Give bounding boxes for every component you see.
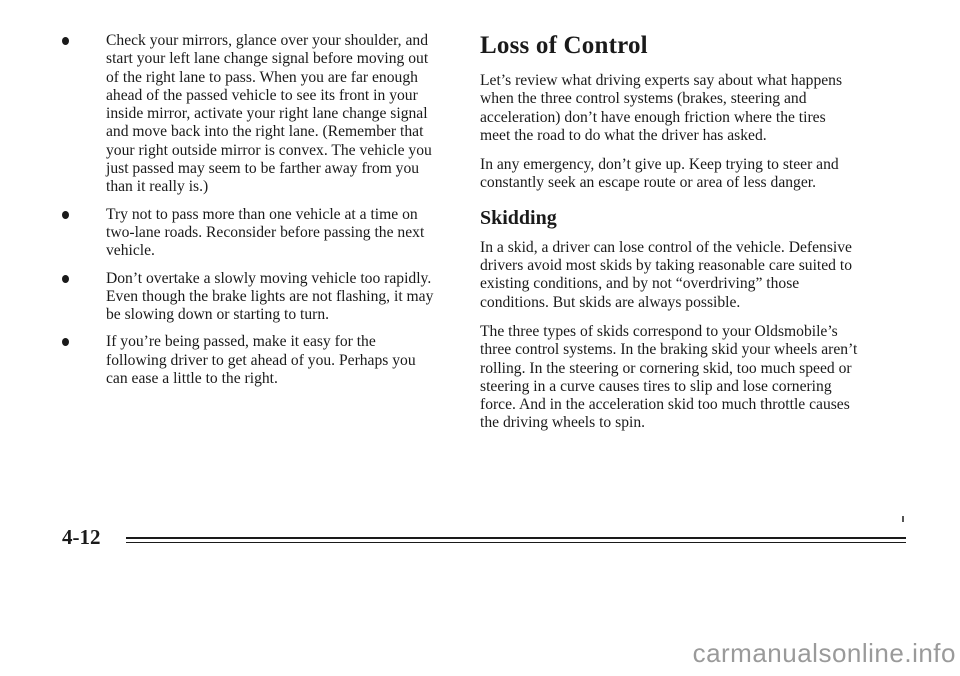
watermark-text: carmanualsonline.info [692, 638, 956, 668]
list-item-text: Don’t overtake a slowly moving vehicle too rapidly. Even though the brake lights are not flashing, it may be slowing down or starting to turn. [106, 269, 434, 324]
list-item [62, 206, 434, 261]
skidding-paragraph: The three types of skids correspond to your Oldsmobile’s three control systems. In the braking skid your wheels aren’t rolling. In the steering or cornering skid, too much speed or steering in a curve causes tires to slip and lose cornering force. And in the acceleration skid too much throttle causes the driving wheels to spin. [480, 322, 858, 432]
bullet-icon [62, 275, 69, 283]
skidding-paragraph: In a skid, a driver can lose control of the vehicle. Defensive drivers avoid most skids by taking reasonable care suited to existing conditions, and by not “overdriving” those conditions. But skids are always possible. [480, 238, 852, 311]
bullet-icon [62, 37, 69, 45]
list-item-text: Try not to pass more than one vehicle at a time on two-lane roads. Reconsider before passing the next vehicle. [106, 205, 425, 260]
intro-paragraph: In any emergency, don’t give up. Keep trying to steer and constantly seek an escape route or area of less danger. [480, 156, 839, 192]
list-item-text: Check your mirrors, glance over your shoulder, and start your left lane change signal before moving out of the right lane to pass. When you are far enough ahead of the passed vehicle to see its front in your inside mirror, activate your right lane change signal and move back into the right lane. (Remember that your right outside mirror is convex. The vehicle you just passed may seem to be farther away from you than it really is.) [106, 32, 432, 196]
page-number: 4-12 [62, 525, 101, 549]
list-item-text: If you’re being passed, make it easy for the following driver to get ahead of you. Perhaps you can ease a little to the right. [106, 333, 416, 388]
passing-tips-list [62, 32, 434, 388]
footer-rule [126, 537, 906, 539]
subsection-title: Skidding [480, 206, 557, 229]
footer-rule-thin [126, 542, 906, 543]
page-footer [62, 525, 848, 551]
list-item [62, 270, 434, 325]
intro-paragraph: Let’s review what driving experts say about what happens when the three control systems (brakes, steering and acceleration) don’t have enough friction where the tires meet the road to do what the driver has asked. [480, 72, 843, 144]
bullet-icon [62, 338, 69, 346]
right-column [480, 32, 858, 444]
scan-mark [902, 516, 904, 522]
list-item [62, 32, 434, 197]
bullet-icon [62, 211, 69, 219]
section-title: Loss of Control [480, 32, 648, 59]
list-item [62, 333, 434, 388]
left-column [62, 32, 434, 397]
watermark [0, 638, 960, 669]
